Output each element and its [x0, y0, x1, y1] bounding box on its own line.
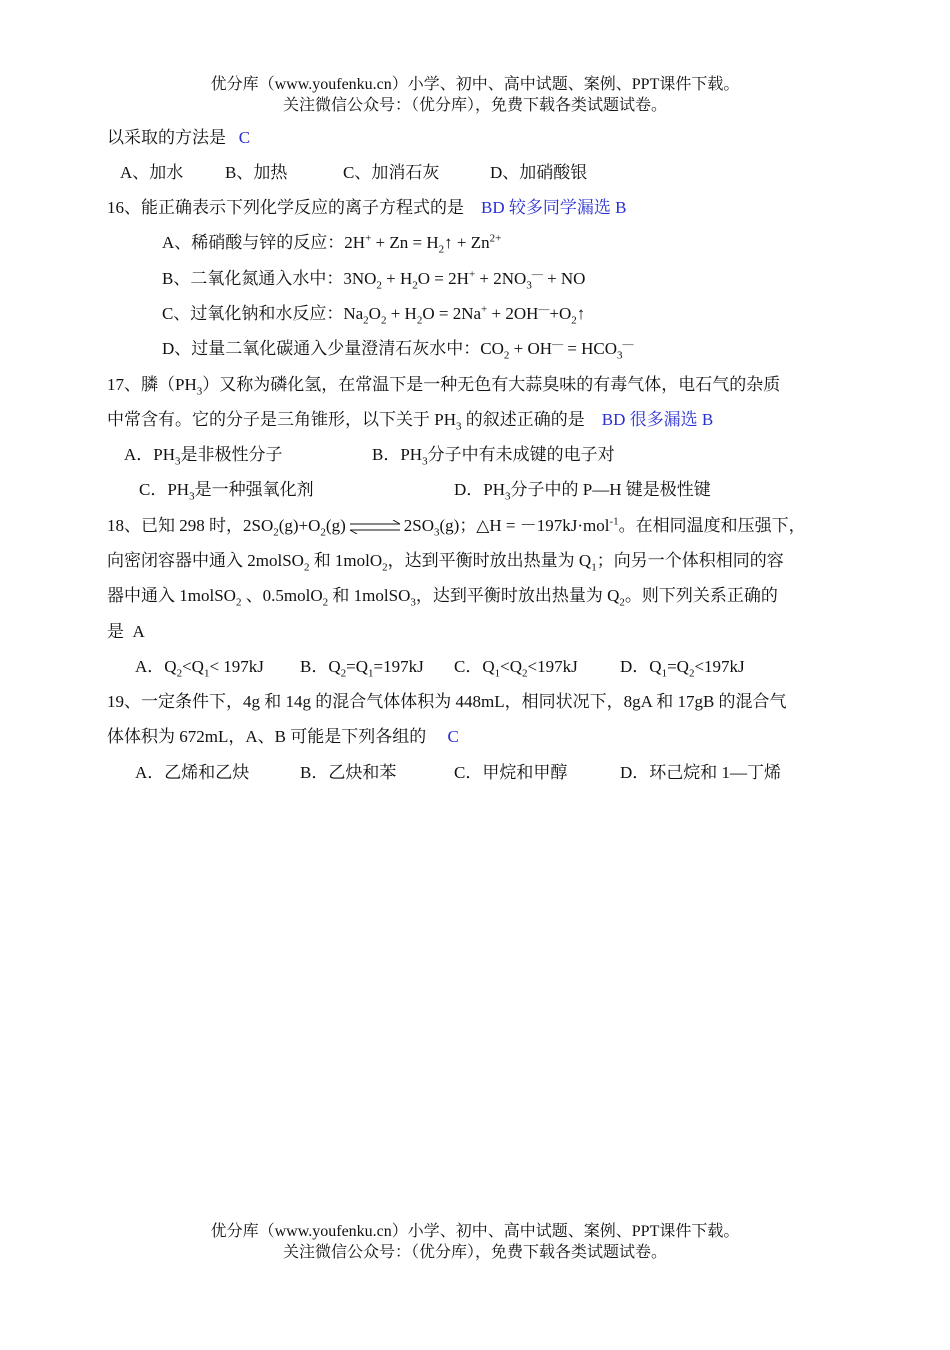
q15-option-b: B、加热 [225, 163, 288, 182]
q17-option-d: D．$PH_3$分子中的 P—H 键是极性键 [454, 480, 711, 503]
q18-line3-c: 和 1molSO [332, 586, 411, 605]
q15-answer: C [238, 128, 251, 147]
q16-option-d: D、过量二氧化碳通入少量澄清石灰水中：$CO_2 + OH^— = HCO_3^—$ [162, 338, 634, 362]
q19-option-c: C．甲烷和甲醇 [454, 763, 568, 782]
q19-answer: C [447, 727, 459, 746]
q18-stem-line-1: 18、已知 298 时，$2SO_2(g)+O_2(g)$ $2SO_3(g)$；△H = －197kJ·mol$^{-1}$。在相同温度和压强下， [107, 515, 806, 539]
q18-option-c: C．$Q_1<Q_2<197kJ$ [454, 657, 578, 680]
q16-option-a: A、稀硝酸与锌的反应：$2H^+ + Zn = H_2↑ + Zn^{2+}$ [162, 232, 502, 256]
q16-option-c-label: C、过氧化钠和水反应： [162, 304, 344, 323]
q15-text: 以采取的方法是 [107, 128, 226, 147]
q19-option-a: A．乙烯和乙炔 [135, 763, 250, 782]
q17-option-c: C．$PH_3$是一种强氧化剂 [139, 480, 314, 503]
q19-stem-line-1: 19、一定条件下，4g 和 14g 的混合气体体积为 448mL，相同状况下，8gA 和 17gB 的混合气 [107, 692, 787, 711]
q15-option-a: A、加水 [120, 163, 184, 182]
q15-option-c: C、加消石灰 [343, 163, 440, 182]
q16-option-c: C、过氧化钠和水反应：$Na_2O_2 + H_2O = 2Na^+$ + $2OH^—+O_2↑$ [162, 303, 586, 327]
q18-stem-line-4 [107, 621, 145, 643]
q17-option-a: A．$PH_3$是非极性分子 [124, 445, 283, 468]
q19-option-b: B．乙炔和苯 [300, 763, 397, 782]
footer-line-2: 关注微信公众号：（优分库），免费下载各类试题试卷。 [282, 1244, 667, 1261]
q17-option-b-prefix: B．PH [372, 445, 423, 464]
q17-line2-a: 中常含有。它的分子是三角锥形，以下关于 PH [107, 410, 456, 429]
q17-option-d-text: 分子中的 P—H 键是极性键 [510, 480, 711, 499]
q17-option-a-text: 是非极性分子 [180, 445, 283, 464]
q16-answer: BD 较多同学漏选 B [481, 198, 627, 217]
q16-stem [107, 197, 626, 219]
q18-option-d: D．$Q_1=Q_2<197kJ$ [620, 657, 745, 680]
q17-line2-b: 的叙述正确的是 [461, 410, 585, 429]
q17-answer: BD 很多漏选 B [601, 410, 714, 429]
q18-stem-line-3: 器中通入 1molSO$_2$ 、0.5molO$_2$ 和 1molSO$_3$，达到平衡时放出热量为 $Q_2$。则下列关系正确的 [107, 586, 778, 609]
q19-option-d: D．环己烷和 1—丁烯 [620, 763, 782, 782]
q15-continuation [107, 127, 250, 149]
q16-option-d-label: D、过量二氧化碳通入少量澄清石灰水中： [162, 339, 481, 358]
q18-option-a: A．$Q_2<Q_1< 197kJ$ [135, 657, 264, 680]
page-footer [0, 1221, 950, 1263]
q18-option-b: B．$Q_2=Q_1=197kJ$ [300, 657, 424, 680]
q16-option-a-label: A、稀硝酸与锌的反应： [162, 233, 345, 252]
q19-line2-text: 体体积为 672mL，A、B 可能是下列各组的 [107, 727, 427, 746]
q17-line1-a: 17、膦（PH [107, 375, 197, 394]
q18-line3-e: 。则下列关系正确的 [624, 586, 778, 605]
q16-stem-text: 16、能正确表示下列化学反应的离子方程式的是 [107, 198, 464, 217]
q15-option-d: D、加硝酸银 [490, 163, 588, 182]
q18-answer: A [132, 622, 145, 641]
q18-line1-b: ；△H = －197kJ·mol [459, 516, 610, 535]
header-line-2: 关注微信公众号：（优分库），免费下载各类试题试卷。 [282, 97, 667, 114]
q17-option-a-prefix: A．PH [124, 445, 176, 464]
footer-line-1: 优分库（www.youfenku.cn）小学、初中、高中试题、案例、PPT课件下载。 [210, 1223, 740, 1240]
q18-line2-c: ，达到平衡时放出热量为 Q [387, 551, 592, 570]
q17-option-c-text: 是一种强氧化剂 [194, 480, 314, 499]
q18-line3-b: 、0.5molO [245, 586, 323, 605]
q18-line1-c: 。在相同温度和压强下， [618, 516, 806, 535]
q17-option-c-prefix: C．PH [139, 480, 190, 499]
q16-option-b: B、二氧化氮通入水中：$3NO_2 + H_2O = 2H^+ + 2NO_3^—$ + NO [162, 268, 586, 292]
q18-line2-d: ；向另一个体积相同的容 [596, 551, 784, 570]
q18-line2-b: 和 1molO [313, 551, 383, 570]
equilibrium-arrow-icon [348, 520, 402, 534]
q18-stem-line-2: 向密闭容器中通入 2molSO$_2$ 和 1molO$_2$，达到平衡时放出热量为 $Q_1$；向另一个体积相同的容 [107, 551, 784, 574]
q17-option-d-prefix: D．PH [454, 480, 506, 499]
q19-stem-line-2 [107, 726, 459, 748]
q17-stem-line-1: 17、膦$(PH_3)$又称为磷化氢，在常温下是一种无色有大蒜臭味的有毒气体，电石气的杂质 [107, 375, 781, 398]
q18-line3-d: ，达到平衡时放出热量为 Q [415, 586, 620, 605]
q17-option-b-text: 分子中有未成键的电子对 [427, 445, 615, 464]
q16-option-b-label: B、二氧化氮通入水中： [162, 269, 344, 288]
q17-stem-line-2: 中常含有。它的分子是三角锥形，以下关于 $PH_3$ 的叙述正确的是 BD 很多漏选 B [107, 410, 714, 433]
page-header [0, 74, 950, 116]
q17-line1-b: ）又称为磷化氢，在常温下是一种无色有大蒜臭味的有毒气体，电石气的杂质 [202, 375, 781, 394]
header-line-1: 优分库（www.youfenku.cn）小学、初中、高中试题、案例、PPT课件下载。 [210, 76, 740, 93]
q18-line2-a: 向密闭容器中通入 2molSO [107, 551, 304, 570]
q17-option-b: B．$PH_3$分子中有未成键的电子对 [372, 445, 615, 468]
q18-line3-a: 器中通入 1molSO [107, 586, 236, 605]
q18-line1-a: 18、已知 298 时， [107, 516, 243, 535]
q18-line4-text: 是 [107, 622, 124, 641]
